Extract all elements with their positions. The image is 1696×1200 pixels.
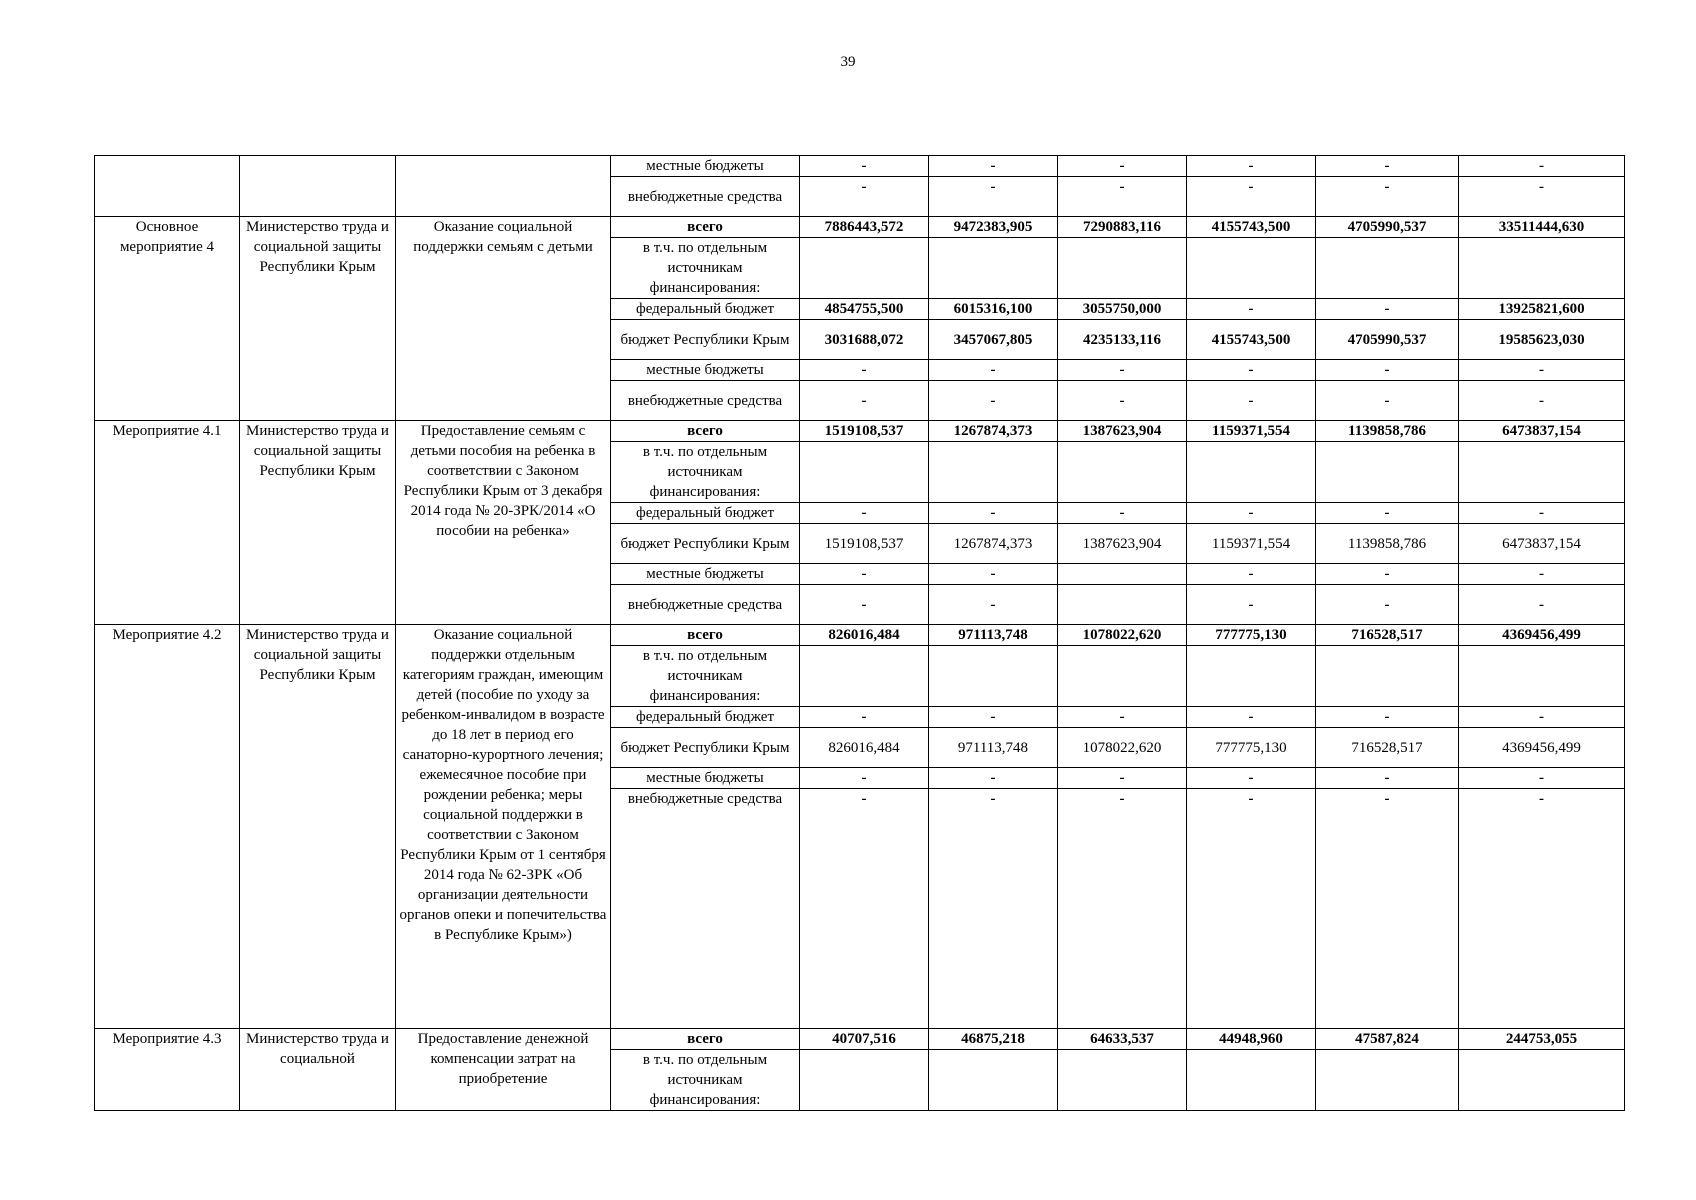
value-cell: 6015316,100 (929, 299, 1058, 320)
value-cell: 3031688,072 (800, 320, 929, 360)
value-cell: - (800, 503, 929, 524)
value-cell: - (800, 564, 929, 585)
value-cell: - (1187, 503, 1316, 524)
value-cell: - (800, 585, 929, 625)
value-cell: - (1187, 156, 1316, 177)
value-cell: 1519108,537 (800, 421, 929, 442)
value-cell: 4369456,499 (1459, 625, 1625, 646)
value-cell (1058, 585, 1187, 625)
value-cell: - (929, 789, 1058, 1029)
value-cell: 1267874,373 (929, 524, 1058, 564)
value-cell: 971113,748 (929, 728, 1058, 768)
value-cell: 7290883,116 (1058, 217, 1187, 238)
value-cell: 4155743,500 (1187, 320, 1316, 360)
page-number: 39 (840, 54, 856, 70)
value-cell: - (929, 503, 1058, 524)
source-label: всего (611, 421, 800, 442)
executor: Министерство труда и социальной защиты Республики Крым (240, 625, 396, 1029)
value-cell: 46875,218 (929, 1029, 1058, 1050)
value-cell: 4235133,116 (1058, 320, 1187, 360)
carryover-local-row (95, 156, 1625, 177)
value-cell: - (1459, 177, 1625, 217)
value-cell: 971113,748 (929, 625, 1058, 646)
value-cell: - (1187, 299, 1316, 320)
source-label: бюджет Республики Крым (611, 524, 800, 564)
source-label: внебюджетные средства (611, 381, 800, 421)
value-cell: - (929, 177, 1058, 217)
value-cell: - (1187, 789, 1316, 1029)
value-cell: 4705990,537 (1316, 320, 1459, 360)
value-cell: - (1459, 768, 1625, 789)
value-cell: - (1316, 299, 1459, 320)
value-cell: - (929, 381, 1058, 421)
value-cell: - (1058, 707, 1187, 728)
value-cell: - (800, 789, 929, 1029)
value-cell: - (1058, 156, 1187, 177)
source-label: федеральный бюджет (611, 503, 800, 524)
value-cell: 40707,516 (800, 1029, 929, 1050)
value-cell: - (1459, 381, 1625, 421)
block-2-all-row (95, 625, 1625, 646)
activity-code: Мероприятие 4.1 (95, 421, 240, 625)
source-label: всего (611, 1029, 800, 1050)
source-label: местные бюджеты (611, 156, 800, 177)
value-cell: - (1187, 564, 1316, 585)
source-label: местные бюджеты (611, 564, 800, 585)
value-cell: - (1459, 707, 1625, 728)
source-label: внебюджетные средства (611, 177, 800, 217)
value-cell: 4155743,500 (1187, 217, 1316, 238)
value-cell: 1267874,373 (929, 421, 1058, 442)
block-0-all-row (95, 217, 1625, 238)
source-label: всего (611, 625, 800, 646)
value-cell: - (800, 360, 929, 381)
source-label: федеральный бюджет (611, 299, 800, 320)
source-label: бюджет Республики Крым (611, 320, 800, 360)
source-label: в т.ч. по отдельным источникам финансирования: (611, 646, 800, 707)
source-label: в т.ч. по отдельным источникам финансирования: (611, 1050, 800, 1111)
value-cell: - (1316, 503, 1459, 524)
value-cell: - (1187, 360, 1316, 381)
source-label: внебюджетные средства (611, 789, 800, 1029)
value-cell: - (1459, 156, 1625, 177)
value-cell: - (1459, 789, 1625, 1029)
value-cell: 19585623,030 (1459, 320, 1625, 360)
value-cell: - (1058, 177, 1187, 217)
value-cell: 1387623,904 (1058, 421, 1187, 442)
value-cell: 9472383,905 (929, 217, 1058, 238)
value-cell: - (929, 585, 1058, 625)
value-cell: - (1316, 789, 1459, 1029)
carryover-code-cell (95, 156, 240, 217)
value-cell: - (1187, 177, 1316, 217)
activity-name: Оказание социальной поддержки отдельным категориям граждан, имеющим детей (пособие по уходу за ребенком-инвалидом в возрасте до 18 лет в период его санаторно-курортного лечения; ежемесячное пособие при рождении ребенка; меры социальной поддержки в соответствии с Законом Республики Крым от 1 сентября 2014 года № 62-ЗРК «Об организации деятельности органов опеки и попечительства в Республике Крым») (396, 625, 611, 1029)
value-cell: - (1058, 789, 1187, 1029)
value-cell: 1078022,620 (1058, 625, 1187, 646)
source-label: в т.ч. по отдельным источникам финансирования: (611, 238, 800, 299)
value-cell: - (1187, 768, 1316, 789)
value-cell: 777775,130 (1187, 728, 1316, 768)
value-cell: 47587,824 (1316, 1029, 1459, 1050)
carryover-name-cell (396, 156, 611, 217)
value-cell: 1159371,554 (1187, 421, 1316, 442)
value-cell: - (1058, 360, 1187, 381)
source-label: всего (611, 217, 800, 238)
source-label: внебюджетные средства (611, 585, 800, 625)
value-cell: 4369456,499 (1459, 728, 1625, 768)
value-cell: 64633,537 (1058, 1029, 1187, 1050)
value-cell: - (1459, 564, 1625, 585)
value-cell: - (1316, 564, 1459, 585)
value-cell: - (1459, 585, 1625, 625)
activity-code: Мероприятие 4.3 (95, 1029, 240, 1111)
value-cell: - (1316, 585, 1459, 625)
value-cell: 6473837,154 (1459, 421, 1625, 442)
value-cell: 4854755,500 (800, 299, 929, 320)
value-cell: - (800, 381, 929, 421)
value-cell: - (1316, 381, 1459, 421)
source-label: местные бюджеты (611, 360, 800, 381)
value-cell: - (929, 564, 1058, 585)
value-cell: 44948,960 (1187, 1029, 1316, 1050)
value-cell: - (929, 707, 1058, 728)
value-cell: - (1316, 177, 1459, 217)
value-cell: - (929, 768, 1058, 789)
value-cell: - (800, 156, 929, 177)
block-3-all-row (95, 1029, 1625, 1050)
source-label: федеральный бюджет (611, 707, 800, 728)
value-cell: 4705990,537 (1316, 217, 1459, 238)
value-cell: - (800, 177, 929, 217)
activity-code: Основное мероприятие 4 (95, 217, 240, 421)
executor: Министерство труда и социальной защиты Республики Крым (240, 421, 396, 625)
source-label: в т.ч. по отдельным источникам финансирования: (611, 442, 800, 503)
value-cell: 33511444,630 (1459, 217, 1625, 238)
block-1-all-row (95, 421, 1625, 442)
value-cell: - (1187, 585, 1316, 625)
value-cell: - (1058, 768, 1187, 789)
value-cell: - (1459, 360, 1625, 381)
value-cell: 1519108,537 (800, 524, 929, 564)
value-cell: 244753,055 (1459, 1029, 1625, 1050)
carryover-executor-cell (240, 156, 396, 217)
value-cell: - (929, 360, 1058, 381)
budget-table-container (94, 155, 1624, 1111)
value-cell: - (929, 156, 1058, 177)
executor: Министерство труда и социальной защиты Республики Крым (240, 217, 396, 421)
value-cell: - (1058, 381, 1187, 421)
value-cell: - (1459, 503, 1625, 524)
value-cell: - (1187, 707, 1316, 728)
value-cell: 3055750,000 (1058, 299, 1187, 320)
value-cell: 3457067,805 (929, 320, 1058, 360)
value-cell: 1139858,786 (1316, 524, 1459, 564)
value-cell: 1159371,554 (1187, 524, 1316, 564)
activity-code: Мероприятие 4.2 (95, 625, 240, 1029)
value-cell: 826016,484 (800, 728, 929, 768)
source-label: бюджет Республики Крым (611, 728, 800, 768)
value-cell: 777775,130 (1187, 625, 1316, 646)
executor: Министерство труда и социальной (240, 1029, 396, 1111)
value-cell: - (1187, 381, 1316, 421)
value-cell: 1387623,904 (1058, 524, 1187, 564)
value-cell: 826016,484 (800, 625, 929, 646)
value-cell: - (1316, 156, 1459, 177)
value-cell: 716528,517 (1316, 728, 1459, 768)
value-cell (1058, 564, 1187, 585)
value-cell: 1139858,786 (1316, 421, 1459, 442)
value-cell: 7886443,572 (800, 217, 929, 238)
activity-name: Предоставление семьям с детьми пособия на ребенка в соответствии с Законом Республики Крым от 3 декабря 2014 года № 20-ЗРК/2014 «О пособии на ребенка» (396, 421, 611, 625)
value-cell: 13925821,600 (1459, 299, 1625, 320)
activity-name: Предоставление денежной компенсации затрат на приобретение (396, 1029, 611, 1111)
value-cell: - (800, 707, 929, 728)
value-cell: - (1316, 707, 1459, 728)
value-cell: 716528,517 (1316, 625, 1459, 646)
value-cell: - (1058, 503, 1187, 524)
value-cell: 1078022,620 (1058, 728, 1187, 768)
value-cell: - (800, 768, 929, 789)
activity-name: Оказание социальной поддержки семьям с детьми (396, 217, 611, 421)
value-cell: - (1316, 768, 1459, 789)
value-cell: - (1316, 360, 1459, 381)
source-label: местные бюджеты (611, 768, 800, 789)
budget-table (94, 155, 1625, 1111)
value-cell: 6473837,154 (1459, 524, 1625, 564)
